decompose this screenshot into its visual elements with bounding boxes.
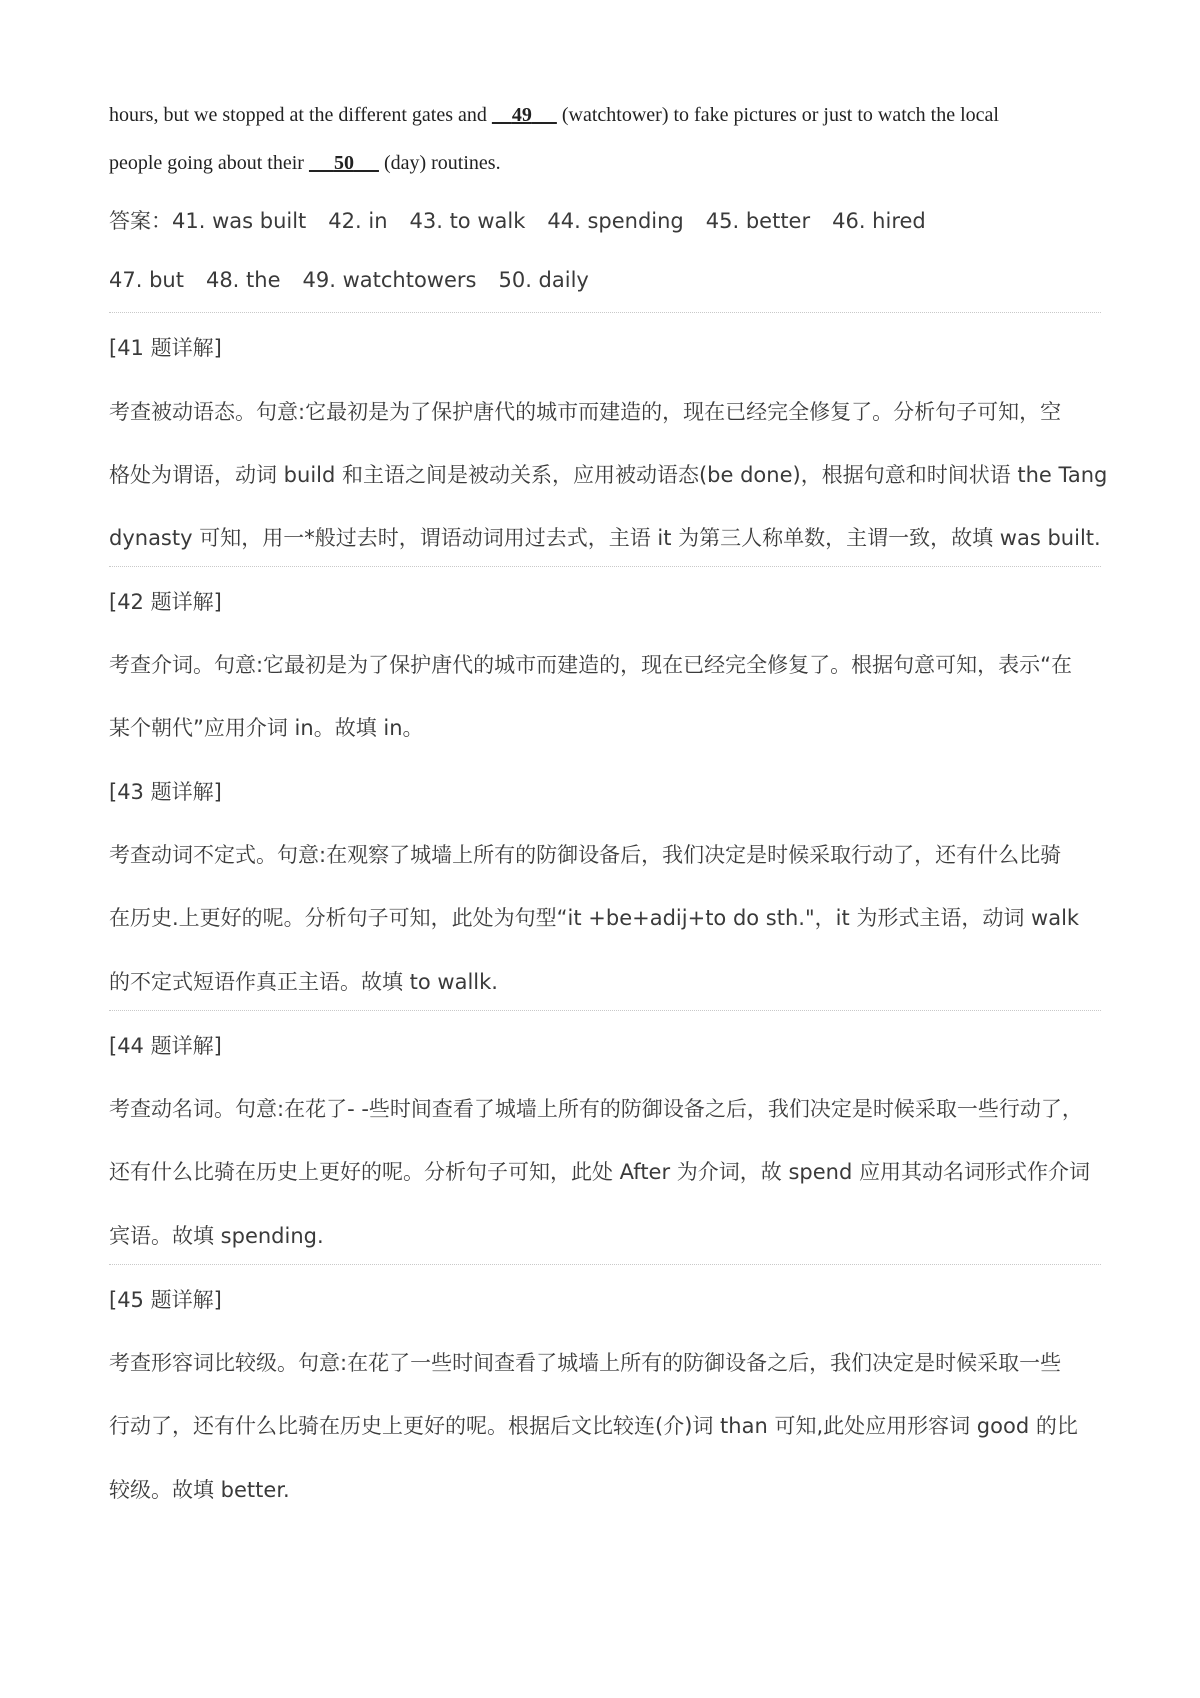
- answer-item: 41. was built: [172, 209, 307, 233]
- explanation-line: 较级。故填 better.: [109, 1478, 290, 1502]
- section-divider: [109, 312, 1101, 313]
- explanation-line: 在历史.上更好的呢。分析句子可知，此处为句型“it +be+adij+to do sth."，it 为形式主语，动词 walk: [109, 906, 1080, 930]
- blank-50: [309, 152, 379, 174]
- passage-text: people going about their: [109, 152, 304, 174]
- explanation-heading-42: [42 题详解]: [109, 590, 222, 614]
- explanation-heading-45: [45 题详解]: [109, 1288, 222, 1312]
- answer-item: 43. to walk: [409, 209, 526, 233]
- answer-item: 48. the: [205, 268, 281, 292]
- passage-line-1: [109, 104, 1099, 127]
- explanation-heading-41: [41 题详解]: [109, 336, 222, 360]
- explanation-line: 某个朝代”应用介词 in。故填 in。: [109, 716, 424, 740]
- answer-item: 49. watchtowers: [302, 268, 477, 292]
- explanation-heading-44: [44 题详解]: [109, 1034, 222, 1058]
- blank-number: 50: [333, 152, 354, 174]
- explanation-line: 考查动词不定式。句意:在观察了城墙上所有的防御设备后，我们决定是时候采取行动了，还有什么比骑: [109, 843, 1062, 867]
- answer-item: 46. hired: [832, 209, 926, 233]
- explanation-line: 考查被动语态。句意:它最初是为了保护唐代的城市而建造的，现在已经完全修复了。分析句子可知，空: [109, 400, 1062, 424]
- passage-text: (day) routines.: [383, 152, 501, 174]
- answer-item: 47. but: [109, 268, 184, 292]
- passage-text: (watchtower) to fake pictures or just to watch the local: [561, 104, 999, 126]
- answer-item: 42. in: [328, 209, 388, 233]
- section-divider: [109, 1264, 1101, 1265]
- passage-text: hours, but we stopped at the different gates and: [109, 104, 487, 126]
- answer-item: 45. better: [705, 209, 811, 233]
- blank-49: [492, 104, 557, 126]
- passage-line-2: [109, 152, 1099, 175]
- answer-item: 44. spending: [547, 209, 684, 233]
- blank-number: 49: [511, 104, 532, 126]
- explanation-line: 还有什么比骑在历史上更好的呢。分析句子可知，此处 After 为介词，故 spend 应用其动名词形式作介词: [109, 1160, 1090, 1184]
- section-divider: [109, 1010, 1101, 1011]
- explanation-line: 的不定式短语作真正主语。故填 to wallk.: [109, 970, 498, 994]
- section-divider: [109, 566, 1101, 567]
- explanation-line: 考查动名词。句意:在花了- -些时间查看了城墙上所有的防御设备之后，我们决定是时候采取一些行动了，: [109, 1097, 1083, 1121]
- explanation-line: dynasty 可知，用一*般过去时，谓语动词用过去式，主语 it 为第三人称单数，主谓一致，故填 was built.: [109, 526, 1101, 550]
- explanation-heading-43: [43 题详解]: [109, 780, 222, 804]
- answers-row-1: [109, 205, 1101, 235]
- explanation-line: 考查介词。句意:它最初是为了保护唐代的城市而建造的，现在已经完全修复了。根据句意可知，表示“在: [109, 653, 1072, 677]
- explanation-line: 宾语。故填 spending.: [109, 1224, 324, 1248]
- answers-label: 答案：: [109, 209, 172, 233]
- explanation-line: 考查形容词比较级。句意:在花了一些时间查看了城墙上所有的防御设备之后，我们决定是时候采取一些: [109, 1351, 1062, 1375]
- answers-row-2: [109, 268, 1101, 292]
- explanation-line: 行动了，还有什么比骑在历史上更好的呢。根据后文比较连(介)词 than 可知,此处应用形容词 good 的比: [109, 1414, 1078, 1438]
- explanation-line: 格处为谓语，动词 build 和主语之间是被动关系，应用被动语态(be done)，根据句意和时间状语 the Tang: [109, 463, 1108, 487]
- answer-item: 50. daily: [498, 268, 589, 292]
